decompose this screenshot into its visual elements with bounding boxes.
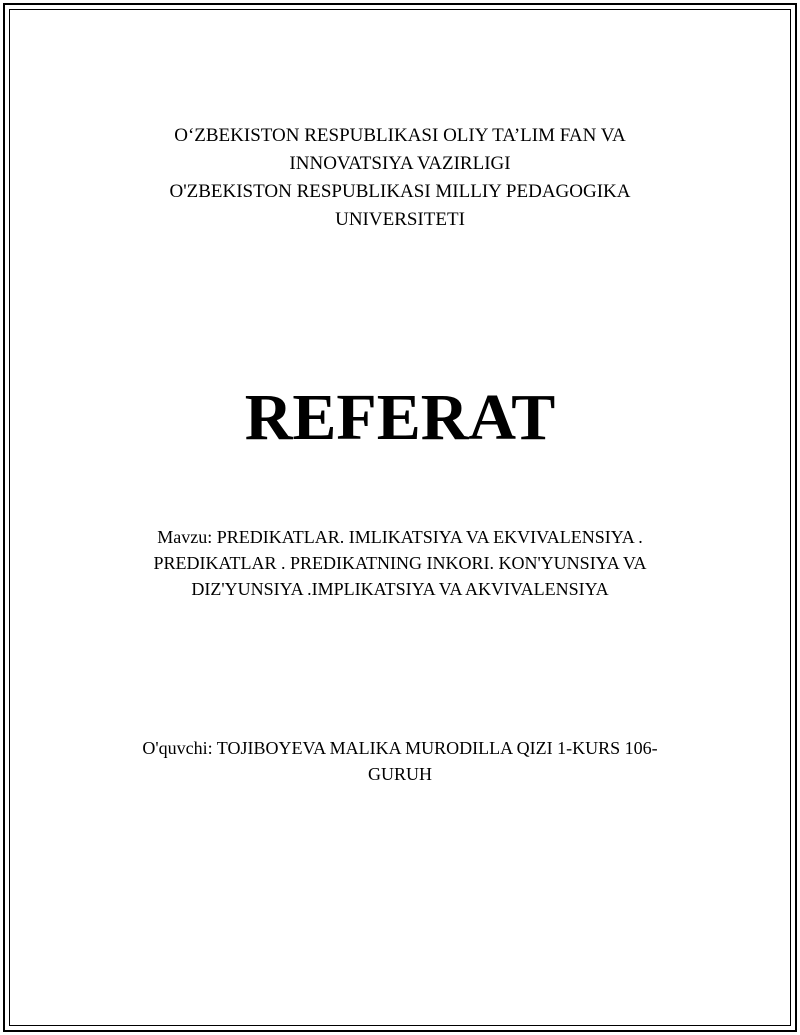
university-line-2: UNIVERSITETI: [335, 209, 465, 230]
ministry-header: [0, 122, 800, 234]
student-info: O'quvchi: TOJIBOYEVA MALIKA MURODILLA QIZI 1-KURS 106-GURUH: [142, 738, 658, 784]
university-line-1: O'ZBEKISTON RESPUBLIKASI MILLIY PEDAGOGIKA: [169, 181, 631, 202]
ministry-line-2: INNOVATSIYA VAZIRLIGI: [289, 153, 511, 174]
topic-text: Mavzu: PREDIKATLAR. IMLIKATSIYA VA EKVIVALENSIYA . PREDIKATLAR . PREDIKATNING INKORI. KON'YUNSIYA VA DIZ'YUNSIYA .IMPLIKATSIYA VA AKVIVALENSIYA: [153, 527, 647, 599]
document-title: REFERAT: [244, 381, 556, 454]
ministry-line-1: O‘ZBEKISTON RESPUBLIKASI OLIY TA’LIM FAN VA: [174, 125, 626, 146]
